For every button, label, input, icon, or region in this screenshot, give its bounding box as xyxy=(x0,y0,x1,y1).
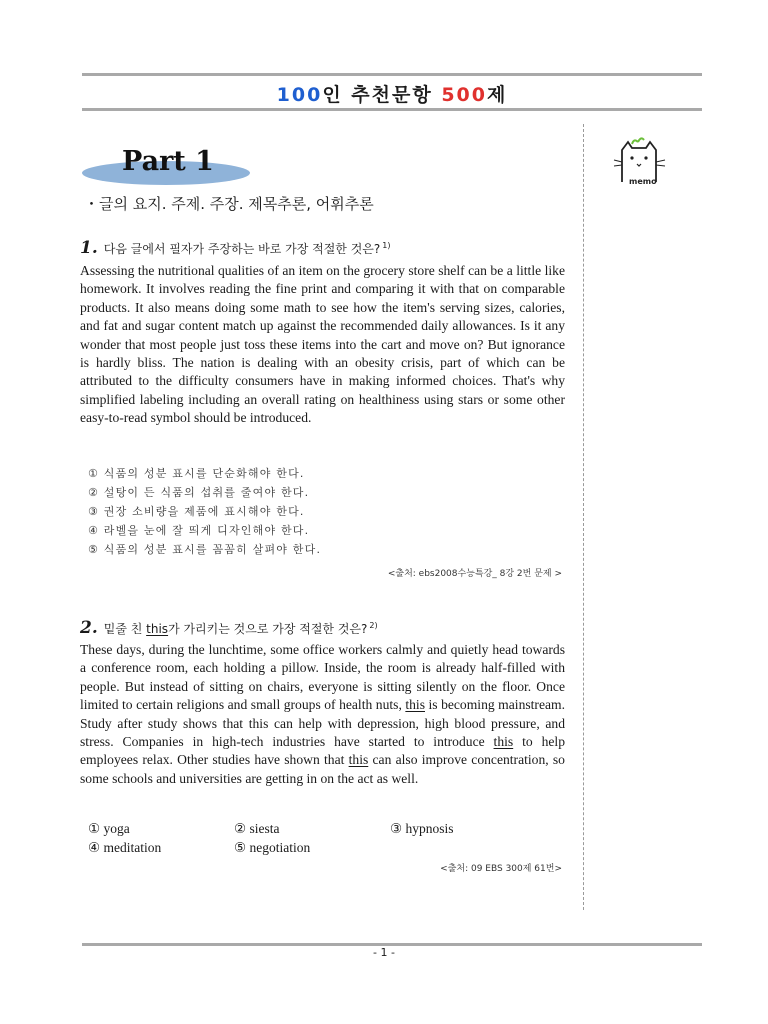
question-2-number: 2. xyxy=(80,618,98,638)
question-1-choices xyxy=(88,464,321,559)
question-1-source: <출처: ebs2008수능특강_ 8강 2번 문제 > xyxy=(387,569,562,579)
question-2-underlined-this-1: this xyxy=(405,697,425,713)
section-heading: ・글의 요지. 주제. 주장. 제목추론, 어휘추론 xyxy=(84,195,374,213)
question-1-footnote: 1) xyxy=(382,241,391,250)
header-rule-bottom xyxy=(82,108,702,111)
question-2-passage-part-1: These days, during the lunchtime, some office workers calmly and quietly head towards a conference room, each holding a pillow. Inside, the room is already half-filled with people. But instead of sitting on chairs, everyone is sitting silently on the floor. Once limited to certain religions and small groups of health nuts, xyxy=(80,642,565,713)
header-text-mid: 인 추천문항 xyxy=(322,84,442,106)
question-2-choice-4: ④ meditation xyxy=(88,840,162,855)
question-1-number: 1. xyxy=(80,238,98,258)
question-1-choice-5: ⑤ 식품의 성분 표시를 꼼꼼히 살펴야 한다. xyxy=(88,543,322,556)
question-2-prompt-post: 가 가리키는 것으로 가장 적절한 것은? xyxy=(168,622,368,636)
question-2-underlined-this-2: this xyxy=(493,734,514,750)
question-2-prompt-keyword: this xyxy=(146,622,169,636)
header-text-end: 제 xyxy=(486,84,508,106)
question-2-prompt xyxy=(80,618,378,638)
question-2-passage-part-2: is becoming mainstream. Study after study shows that this can help with depression, high blood pressure, and stress. Companies in high-tech industries have started to introduce xyxy=(80,697,565,750)
question-2-passage-part-4: can also improve concentration, so some schools and universities are getting in on the act as well. xyxy=(80,752,565,786)
question-1-choice-3: ③ 권장 소비량을 제품에 표시해야 한다. xyxy=(88,505,305,518)
question-2-prompt-pre: 밑줄 친 xyxy=(103,622,147,636)
question-2-underlined-this-3: this xyxy=(348,752,369,768)
question-1-choice-4: ④ 라벨을 눈에 잘 띄게 디자인해야 한다. xyxy=(88,524,310,537)
part-title: Part 1 xyxy=(122,146,214,177)
memo-cat-icon xyxy=(612,134,672,190)
question-2-choice-5: ⑤ negotiation xyxy=(234,840,311,855)
memo-label: memo xyxy=(629,177,657,186)
question-2-source: <출처: 09 EBS 300제 61번> xyxy=(440,864,562,874)
question-1-prompt xyxy=(80,238,390,258)
question-2-footnote: 2) xyxy=(369,621,378,630)
question-2-choice-3: ③ hypnosis xyxy=(390,821,454,836)
header-number-100: 100 xyxy=(276,84,323,106)
memo-column-divider xyxy=(583,124,584,910)
question-2-passage xyxy=(80,641,565,788)
question-1-choice-1: ① 식품의 성분 표시를 단순화해야 한다. xyxy=(88,467,305,480)
page-header-title xyxy=(82,80,702,107)
question-2-choice-1: ① yoga xyxy=(88,821,130,836)
header-rule-top xyxy=(82,73,702,76)
question-2-passage-part-3: to help employees relax. Other studies have shown that xyxy=(80,734,565,768)
question-1-choice-2: ② 설탕이 든 식품의 섭취를 줄여야 한다. xyxy=(88,486,310,499)
question-2-choice-2: ② siesta xyxy=(234,821,280,836)
page-number: - 1 - xyxy=(373,946,395,959)
header-number-500: 500 xyxy=(441,84,487,106)
question-1-passage: Assessing the nutritional qualities of an item on the grocery store shelf can be a little like homework. It involves reading the fine print and comparing it with that on comparable products. It also means doing some math to see how the item's serving sizes, calories, and fat and sugar content match up against the recommended daily allowances. Is it any wonder that most people just toss these items into the cart and move on? But ignorance is hardly bliss. The nation is dealing with an obesity crisis, part of which can be attributed to the difficulty consumers have in making informed choices. That's why simplified labeling including an overall rating on healthiness using stars or some other easy-to-read symbol should be introduced. xyxy=(80,263,565,426)
question-1-prompt-text: 다음 글에서 필자가 주장하는 바로 가장 적절한 것은? xyxy=(103,242,381,256)
